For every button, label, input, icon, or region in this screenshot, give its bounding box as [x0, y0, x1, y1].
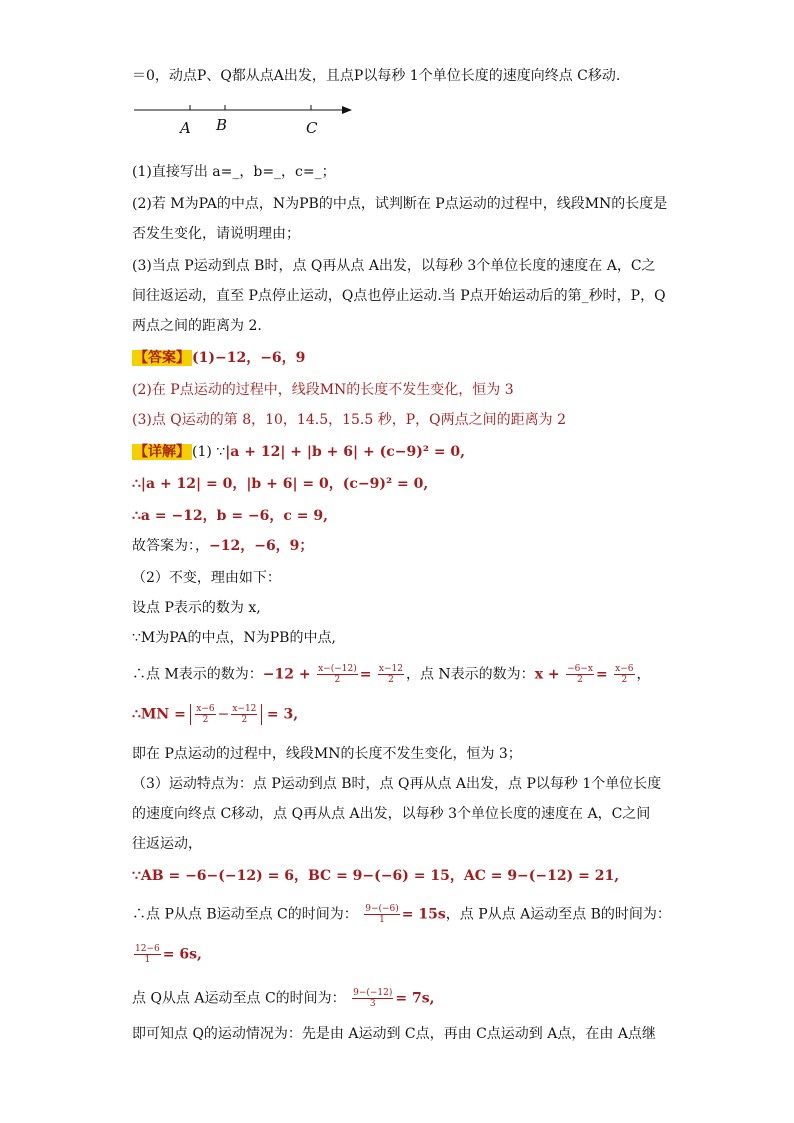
detail-line18: 即可知点 Q的运动情况为：先是由 A运动到 C点，再由 C点运动到 A点，在由 A点继	[132, 1026, 656, 1042]
question-1: (1)直接写出 a=_，b=_，c=_；	[132, 164, 336, 180]
detail-line6: 设点 P表示的数为 x,	[132, 600, 261, 616]
detail-line1: 【详解】 (1) ∵|a + 12| + |b + 6| + (c−9)² = 0,	[134, 444, 466, 460]
answer-line2: (2)在 P点运动的过程中，线段MN的长度不发生变化，恒为 3	[132, 382, 514, 398]
detail-line2: ∴|a + 12| = 0，|b + 6| = 0，(c−9)² = 0,	[132, 476, 429, 492]
detail-line9: ∴MN = $\frac{x-6}{2}$ − $\frac{x-12}{2}$ = 3,	[132, 704, 299, 725]
answer-line3: (3)点 Q运动的第 8，10，14.5，15.5 秒，P，Q两点之间的距离为 2	[132, 412, 566, 428]
intro-text: ＝0，动点P、Q都从点A出发，且点P以每秒 1个单位长度的速度向终点 C移动.	[132, 68, 621, 84]
detail-line5: （2）不变，理由如下：	[132, 570, 281, 586]
fraction: $\frac{x-6}{2}$	[615, 664, 634, 685]
detail-tag: 【详解】	[134, 444, 190, 460]
fraction: $\frac{x-(-12)}{2}$	[318, 664, 357, 685]
fraction: $\frac{9-(-12)}{3}$	[353, 988, 393, 1009]
answer-1: (1)−12，−6，9	[192, 350, 306, 366]
fraction: $\frac{x-12}{2}$	[378, 664, 403, 685]
detail-line15: ∴点 P从点 B运动至点 C的时间为： $\frac{9-(-6)}{1}$ = 15s，点 P从点 A运动至点 B的时间为：	[132, 904, 671, 925]
detail-line16: $\frac{12-6}{1}$ = 6s,	[135, 944, 202, 965]
number-line-arrow	[342, 106, 352, 114]
absolute-value: $\frac{x-6}{2}$ − $\frac{x-12}{2}$	[190, 704, 262, 725]
fraction: $\frac{-6-x}{2}$	[567, 664, 593, 685]
fraction: $\frac{x-6}{2}$	[196, 704, 215, 725]
detail-line11: （3）运动特点为：点 P运动到点 B时，点 Q再从点 A出发，点 P以每秒 1个单位长度	[132, 776, 662, 792]
fraction: $\frac{12-6}{1}$	[135, 944, 160, 965]
label-c: C	[306, 119, 318, 137]
answer-tag: 【答案】	[134, 350, 190, 366]
detail-line14: ∵AB = −6−(−12) = 6，BC = 9−(−6) = 15，AC = 9−(−12) = 21,	[132, 868, 620, 884]
detail-line4: 故答案为：，−12，−6，9；	[132, 538, 314, 554]
question-3-line1: (3)当点 P运动到点 B时，点 Q再从点 A出发，以每秒 3个单位长度的速度在 A，C之	[132, 258, 656, 274]
question-2-line1: (2)若 M为PA的中点，N为PB的中点，试判断在 P点运动的过程中，线段MN的长度是	[132, 196, 668, 212]
question-2-line2: 否发生变化，请说明理由；	[132, 226, 300, 242]
detail-line8: ∴点 M表示的数为：−12 + $\frac{x-(-12)}{2}$ = $\frac{x-12}{2}$ ，点 N表示的数为：x + $\frac{-6-x}{2}$ = $\frac{x-6}{2}$ ，	[132, 664, 651, 685]
fraction: $\frac{9-(-6)}{1}$	[365, 904, 399, 925]
answer-line1	[132, 348, 305, 368]
question-3-line2: 间往返运动，直至 P点停止运动，Q点也停止运动.当 P点开始运动后的第_秒时，P，Q	[132, 288, 666, 304]
detail-line10: 即在 P点运动的过程中，线段MN的长度不发生变化，恒为 3；	[132, 746, 522, 762]
detail-line3: ∴a = −12，b = −6，c = 9,	[132, 508, 329, 524]
fraction: $\frac{x-12}{2}$	[232, 704, 257, 725]
question-3-line3: 两点之间的距离为 2.	[132, 318, 262, 334]
number-line-figure	[130, 98, 360, 140]
detail-line12: 的速度向终点 C移动，点 Q再从点 A出发，以每秒 3个单位长度的速度在 A，C之间	[132, 806, 651, 822]
detail-line17: 点 Q从点 A运动至点 C的时间为： $\frac{9-(-12)}{3}$ = 7s,	[132, 988, 435, 1009]
detail-line13: 往返运动，	[132, 836, 202, 852]
intro-line	[132, 66, 620, 86]
label-b: B	[216, 116, 228, 134]
detail-line7: ∵M为PA的中点，N为PB的中点,	[132, 630, 336, 646]
label-a: A	[180, 119, 191, 137]
